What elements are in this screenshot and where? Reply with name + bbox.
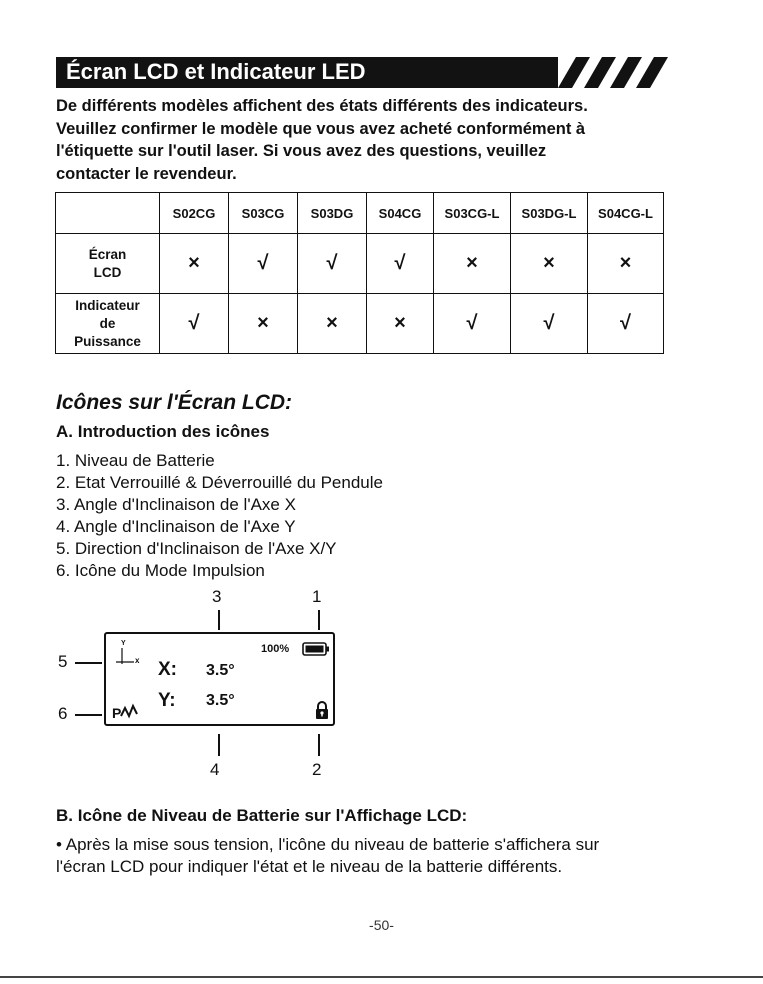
list-item: 5. Direction d'Inclinaison de l'Axe X/Y	[56, 539, 337, 558]
model-header: S03CG	[229, 193, 298, 234]
section-title: Écran LCD et Indicateur LED	[66, 59, 366, 84]
callout-3: 3	[212, 587, 222, 606]
mark-cell: ×	[588, 234, 664, 294]
table-row	[56, 294, 664, 354]
page-number: -50-	[369, 917, 394, 933]
intro-line: De différents modèles affichent des états différents des indicateurs.	[56, 97, 588, 115]
section-b-body	[56, 834, 599, 878]
intro-line: contacter le revendeur.	[56, 164, 237, 183]
callout-2: 2	[312, 760, 322, 779]
model-header: S03CG-L	[434, 193, 511, 234]
svg-text:P: P	[112, 705, 122, 721]
model-indicator-table	[55, 192, 664, 354]
axis-x-label: x	[135, 656, 140, 665]
mark-cell: ×	[160, 234, 229, 294]
table-row	[56, 234, 664, 294]
callout-line	[218, 610, 220, 630]
model-header: S03DG	[298, 193, 367, 234]
axis-y-label: Y	[121, 640, 126, 647]
callout-5: 5	[58, 652, 68, 671]
row-label-line: Indicateur	[75, 297, 140, 313]
mark-cell: ×	[367, 294, 434, 354]
x-angle-label: X:	[158, 659, 177, 680]
mark-cell: ×	[434, 234, 511, 294]
section-a-heading: A. Introduction des icônes	[56, 422, 270, 441]
row-label-line: de	[99, 315, 116, 331]
y-angle-value: 3.5°	[206, 692, 235, 709]
row-label-line: Puissance	[74, 333, 141, 349]
list-item: 6. Icône du Mode Impulsion	[56, 561, 265, 580]
intro-line: Veuillez confirmer le modèle que vous avez acheté conformément à	[56, 119, 586, 138]
lock-icon	[314, 700, 330, 720]
table-header-row	[56, 193, 664, 234]
row-label-line: Écran	[88, 246, 127, 262]
body-line: l'écran LCD pour indiquer l'état et le niveau de la batterie différents.	[56, 857, 563, 876]
callout-line	[75, 714, 102, 716]
callout-4: 4	[210, 760, 220, 779]
body-line: • Après la mise sous tension, l'icône du niveau de batterie s'affichera sur	[56, 835, 600, 854]
list-item: 2. Etat Verrouillé & Déverrouillé du Pendule	[56, 473, 383, 492]
intro-paragraph	[56, 95, 716, 185]
pulse-mode-icon	[112, 702, 138, 722]
mark-cell: √	[434, 294, 511, 354]
model-header: S04CG	[367, 193, 434, 234]
battery-icon	[302, 642, 330, 656]
stripes-decoration	[540, 57, 670, 88]
model-header: S02CG	[160, 193, 229, 234]
mark-cell: ×	[511, 234, 588, 294]
mark-cell: √	[160, 294, 229, 354]
callout-line	[318, 734, 320, 756]
intro-line: l'étiquette sur l'outil laser. Si vous avez des questions, veuillez	[56, 142, 547, 160]
y-angle-label: Y:	[158, 690, 176, 711]
mark-cell: ×	[298, 294, 367, 354]
callout-line	[218, 734, 220, 756]
callout-1: 1	[312, 587, 322, 606]
table-corner-cell	[56, 193, 160, 234]
mark-cell: √	[298, 234, 367, 294]
list-item: 3. Angle d'Inclinaison de l'Axe X	[56, 495, 296, 514]
callout-6: 6	[58, 704, 68, 723]
icon-list	[56, 450, 383, 582]
model-header: S03DG-L	[511, 193, 588, 234]
list-item: 4. Angle d'Inclinaison de l'Axe Y	[56, 517, 296, 536]
x-angle-value: 3.5°	[206, 662, 235, 679]
row-label-power	[56, 294, 160, 354]
callout-line	[318, 610, 320, 630]
row-label-line: LCD	[93, 264, 122, 280]
mark-cell: √	[367, 234, 434, 294]
mark-cell: ×	[229, 294, 298, 354]
mark-cell: √	[511, 294, 588, 354]
model-header: S04CG-L	[588, 193, 664, 234]
row-label-lcd	[56, 234, 160, 294]
mark-cell: √	[588, 294, 664, 354]
footer-divider	[0, 976, 763, 978]
callout-line	[75, 662, 102, 664]
battery-percent: 100%	[261, 643, 290, 655]
mark-cell: √	[229, 234, 298, 294]
section-b-heading: B. Icône de Niveau de Batterie sur l'Affichage LCD:	[56, 806, 468, 825]
section-banner	[56, 57, 558, 88]
icons-heading: Icônes sur l'Écran LCD:	[56, 391, 293, 414]
list-item: 1. Niveau de Batterie	[56, 451, 215, 470]
lcd-screen	[104, 632, 335, 726]
